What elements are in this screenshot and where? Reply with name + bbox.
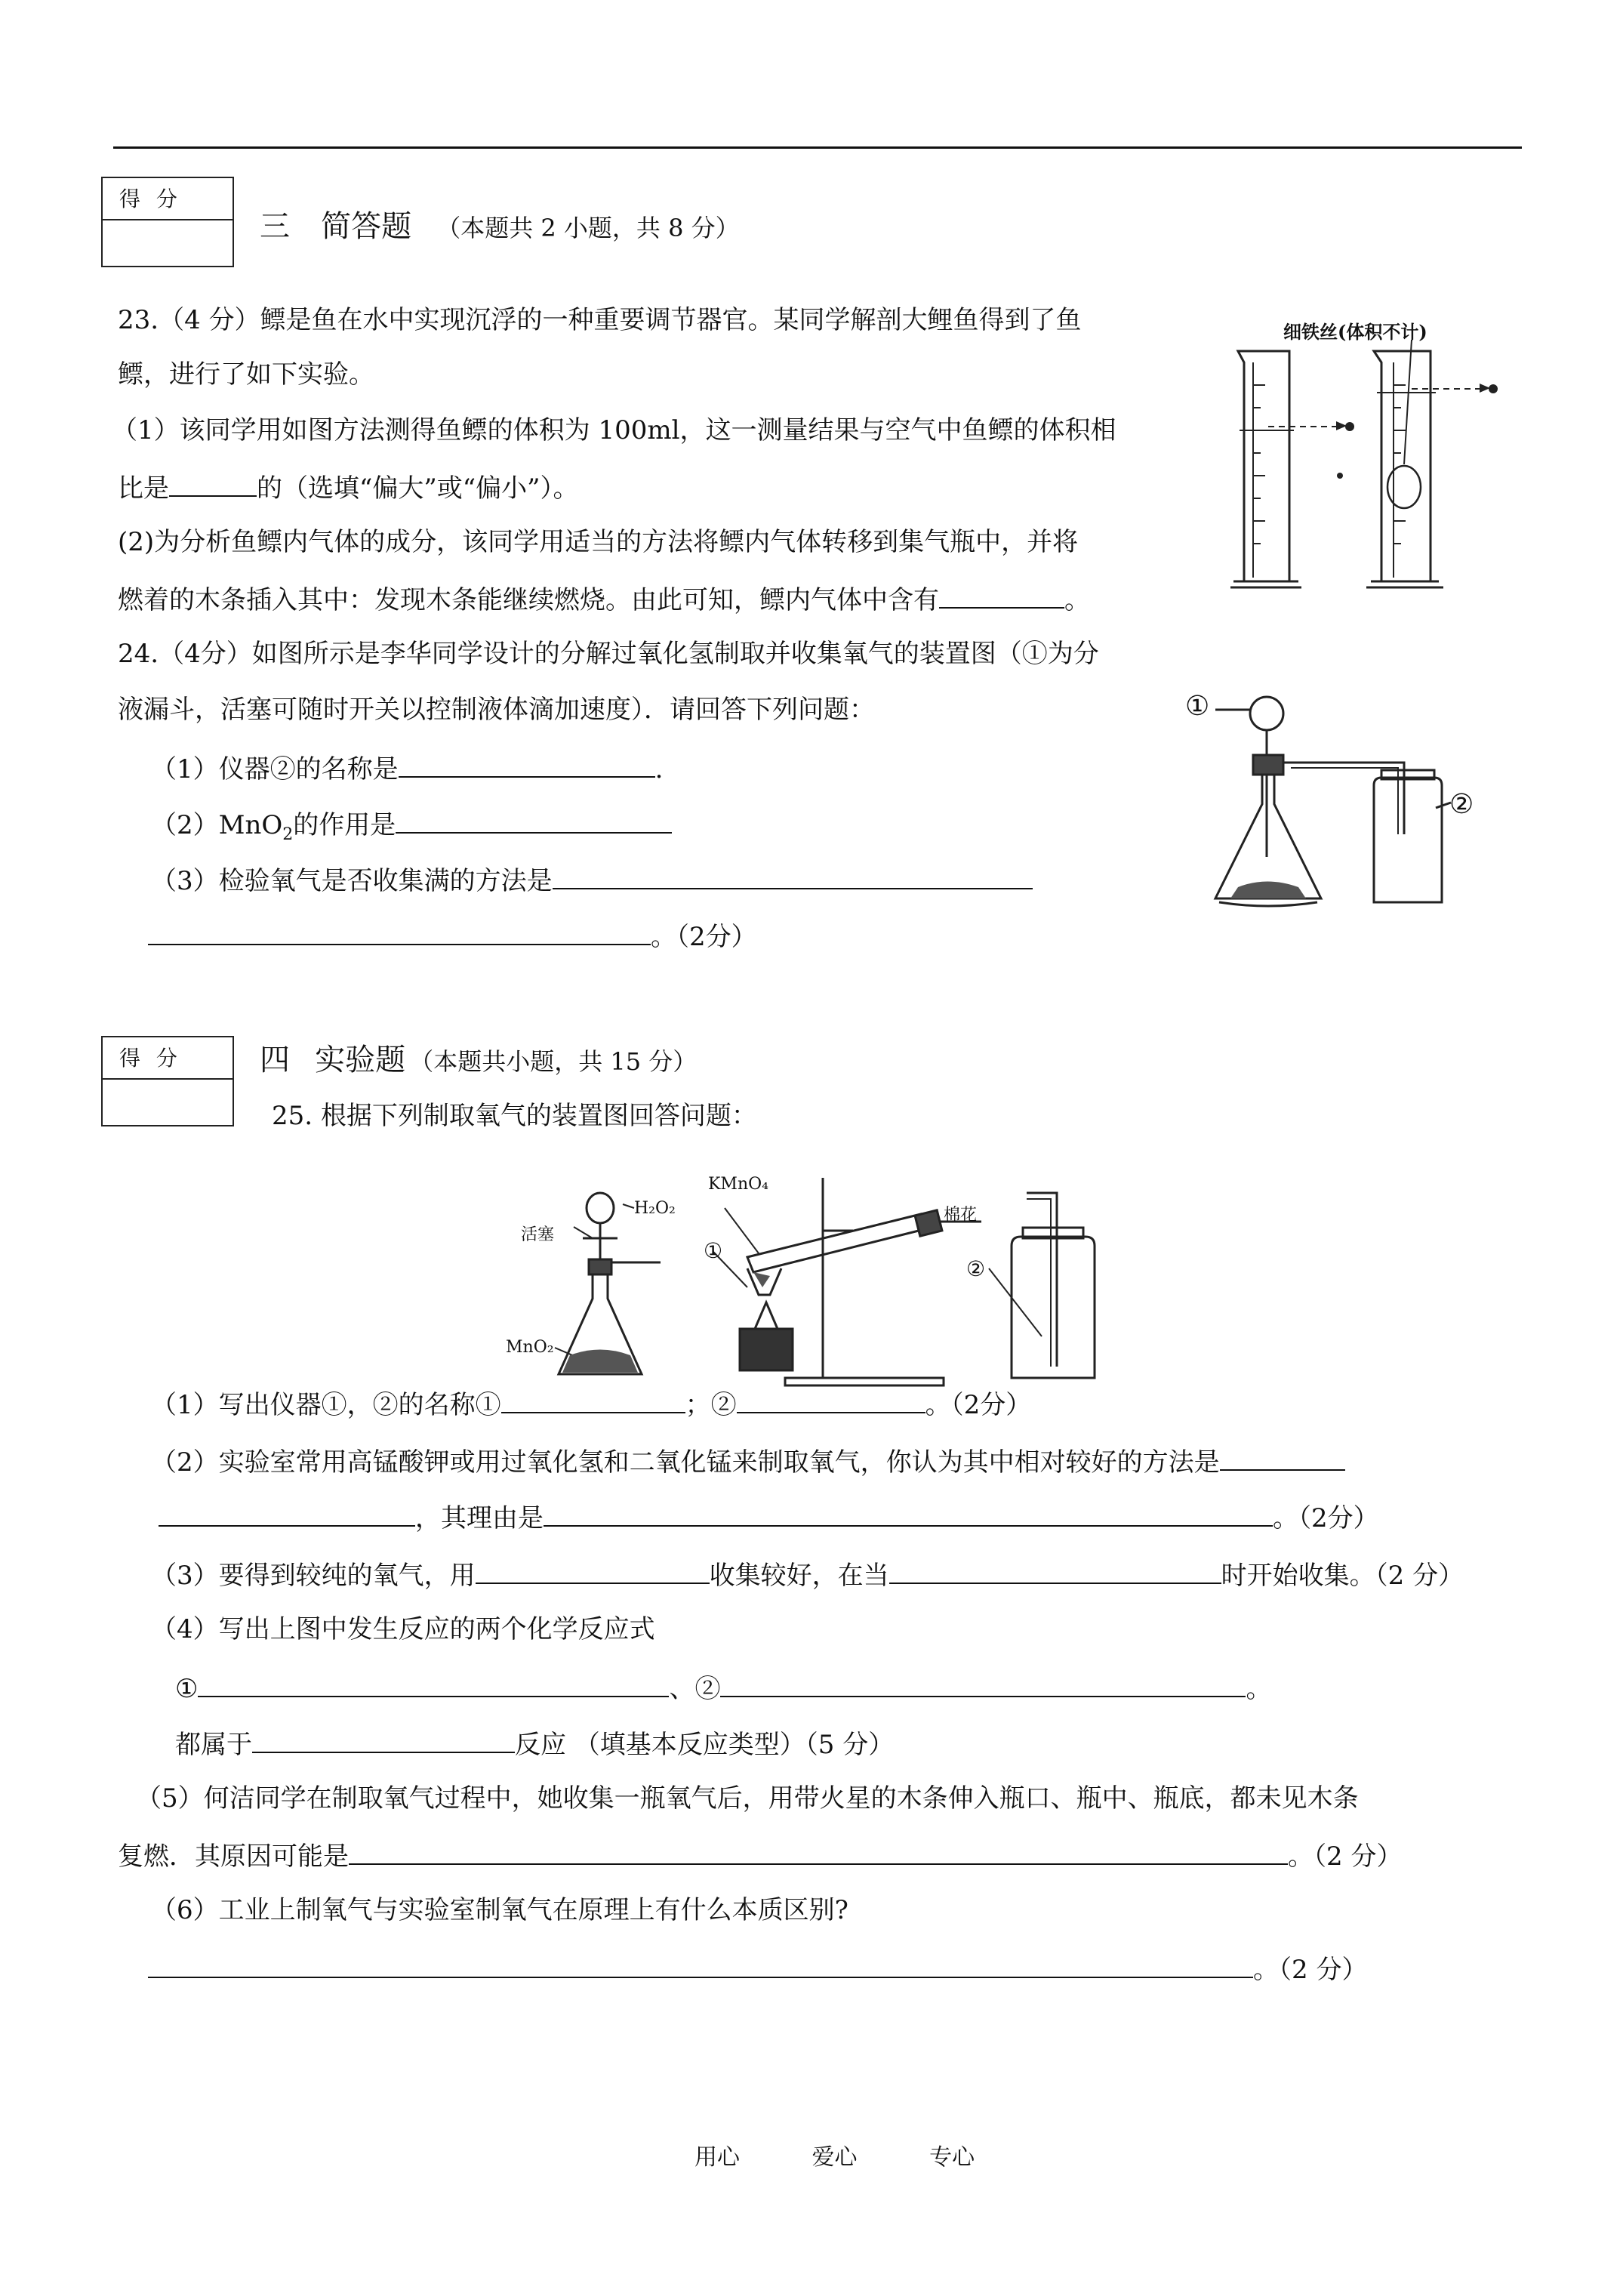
q25-answer-blank-8[interactable] [198,1670,669,1697]
label-mno2: MnO₂ [506,1338,554,1357]
q23-answer-blank-1[interactable] [169,470,257,497]
q25-p6: （6）工业上制氧气与实验室制氧气在原理上有什么本质区别? [151,1895,848,1925]
q25-p1-prefix: （1）写出仪器①，②的名称① [151,1390,501,1420]
q25-p2-middle: ，其理由是 [415,1503,544,1533]
q23-p1-line1: （1）该同学用如图方法测得鱼鳔的体积为 100ml，这一测量结果与空气中鱼鳔的体积相 [112,415,1116,445]
section3-heading [260,202,740,245]
section4-heading [260,1036,697,1079]
q25-p1-middle: ；② [685,1390,737,1420]
q25-answer-blank-3[interactable] [1220,1444,1345,1471]
top-rule [113,146,1522,149]
label-h2o2: H₂O₂ [634,1199,676,1218]
q24-p3 [151,862,1033,898]
label-cotton: 棉花 [944,1206,978,1225]
q24-p3-prefix: （3）检验氧气是否收集满的方法是 [151,866,553,896]
q25-p5-prefix: 复燃．其原因可能是 [118,1841,349,1872]
footer-item: 专心 [929,2144,975,2171]
q25-answer-blank-10[interactable] [252,1726,515,1753]
q24-p2-subscript: 2 [282,824,294,844]
q23-line1: 23.（4 分）鳔是鱼在水中实现沉浮的一种重要调节器官。某同学解剖大鲤鱼得到了鱼 [118,305,1082,335]
q23-p2-prefix: 燃着的木条插入其中：发现木条能继续燃烧。由此可知，鳔内气体中含有 [118,585,939,615]
q25-type-suffix: 反应 （填基本反应类型）（5 分） [515,1730,895,1760]
q25-p3 [151,1557,1464,1592]
q25-answer-blank-9[interactable] [720,1670,1246,1697]
page-footer [694,2138,1039,2171]
q24-answer-blank-4[interactable] [148,918,651,945]
iron-wire-label: 细铁丝(体积不计) [1283,321,1427,343]
q25-apparatus-drawing [498,1163,1102,1389]
q25-p5-suffix: 。（2 分） [1288,1841,1403,1872]
q23-p1-suffix: 的（选填“偏大”或“偏小”）。 [257,473,579,504]
score-box-section3 [101,177,234,267]
q25-intro: 25. 根据下列制取氧气的装置图回答问题： [272,1101,757,1131]
q25-answer-blank-4[interactable] [159,1499,415,1527]
section-number: 四 [260,1043,290,1077]
q25-p3-prefix: （3）要得到较纯的氧气，用 [151,1561,476,1591]
score-box-section4 [101,1036,234,1126]
q24-answer-blank-1[interactable] [399,750,655,778]
score-label: 得 分 [103,1037,233,1080]
section-title: 简答题 [321,209,412,244]
q25-answer-blank-11[interactable] [349,1838,1288,1865]
q25-p2-line1 [151,1444,1345,1479]
score-label: 得 分 [103,178,233,220]
q25-figure-apparatus [498,1163,1102,1389]
q25-type-prefix: 都属于 [175,1730,252,1760]
footer-item: 用心 [694,2144,740,2171]
q23-p2-suffix: 。 [1064,585,1090,615]
q25-p2-text: （2）实验室常用高锰酸钾或用过氧化氢和二氧化锰来制取氧气，你认为其中相对较好的方法是 [151,1447,1220,1478]
q25-p3-middle: 收集较好，在当 [709,1561,889,1591]
q24-p1 [151,750,663,786]
section-title: 实验题 [315,1043,406,1077]
q25-answer-blank-12[interactable] [148,1951,1253,1978]
q25-p6-suffix: 。（2 分） [1253,1955,1368,1985]
q23-figure-cylinders [1223,310,1540,596]
q23-p2-line2 [118,581,1090,617]
q24-p2-middle: 的作用是 [293,810,396,840]
q25-eq-separator: 、② [669,1674,721,1704]
section-note: （本题共小题，共 15 分） [409,1047,698,1076]
label-kmno4: KMnO₄ [708,1175,768,1194]
q24-p3-cont [148,918,757,954]
q25-p4-equations [175,1670,1271,1706]
q23-p1-line2 [118,470,579,505]
q24-figure-apparatus [1178,683,1495,917]
apparatus-drawing [1178,683,1495,917]
q25-p1-suffix: 。（2分） [925,1390,1032,1420]
label-valve: 活塞 [521,1225,555,1244]
q24-answer-blank-2[interactable] [396,806,672,834]
q25-p5-line2 [118,1838,1402,1873]
label-circle-1: ① [704,1238,723,1263]
q25-eq1-label: ① [175,1674,199,1704]
q25-p3-suffix: 时开始收集。（2 分） [1221,1561,1464,1591]
q24-fig-label-1: ① [1185,691,1210,722]
q25-p5-line1: （5）何洁同学在制取氧气过程中，她收集一瓶氧气后，用带火星的木条伸入瓶口、瓶中、瓶底，都未见木条 [136,1783,1359,1814]
q25-answer-blank-6[interactable] [476,1557,710,1584]
q23-p1-prefix: 比是 [118,473,169,504]
q23-p2-line1: (2)为分析鱼鳔内气体的成分，该同学用适当的方法将鳔内气体转移到集气瓶中，并将 [118,527,1079,557]
q25-p2-line2 [159,1499,1379,1535]
q24-line1: 24.（4分）如图所示是李华同学设计的分解过氧化氢制取并收集氧气的装置图（①为分 [118,639,1099,669]
q25-p4-type [175,1726,894,1761]
q23-line2: 鳔，进行了如下实验。 [118,359,374,390]
q25-answer-blank-1[interactable] [501,1386,685,1413]
footer-item: 爱心 [812,2144,858,2171]
q23-answer-blank-2[interactable] [939,581,1064,609]
q25-answer-blank-2[interactable] [737,1386,925,1413]
q25-eq-end: 。 [1246,1674,1272,1704]
q24-fig-label-2: ② [1449,789,1474,820]
section-number: 三 [260,209,290,244]
q24-p2 [151,806,672,852]
q25-p4: （4）写出上图中发生反应的两个化学反应式 [151,1614,655,1644]
label-circle-2: ② [966,1256,986,1281]
q24-line2: 液漏斗，活塞可随时开关以控制液体滴加速度）．请回答下列问题： [118,695,875,725]
q25-answer-blank-7[interactable] [889,1557,1221,1584]
q24-p1-suffix: . [654,754,664,784]
q25-p6-answer [148,1951,1367,1986]
q24-p2-prefix: （2）MnO [151,810,283,840]
q24-answer-blank-3[interactable] [553,862,1033,889]
q25-answer-blank-5[interactable] [544,1499,1273,1527]
q25-p2-suffix: 。（2分） [1273,1503,1379,1533]
q24-p1-prefix: （1）仪器②的名称是 [151,754,399,784]
q25-p1 [151,1386,1031,1422]
section-note: （本题共 2 小题，共 8 分） [436,214,740,242]
q24-p3-suffix: 。（2分） [651,922,757,952]
cylinder-drawing [1223,310,1540,596]
